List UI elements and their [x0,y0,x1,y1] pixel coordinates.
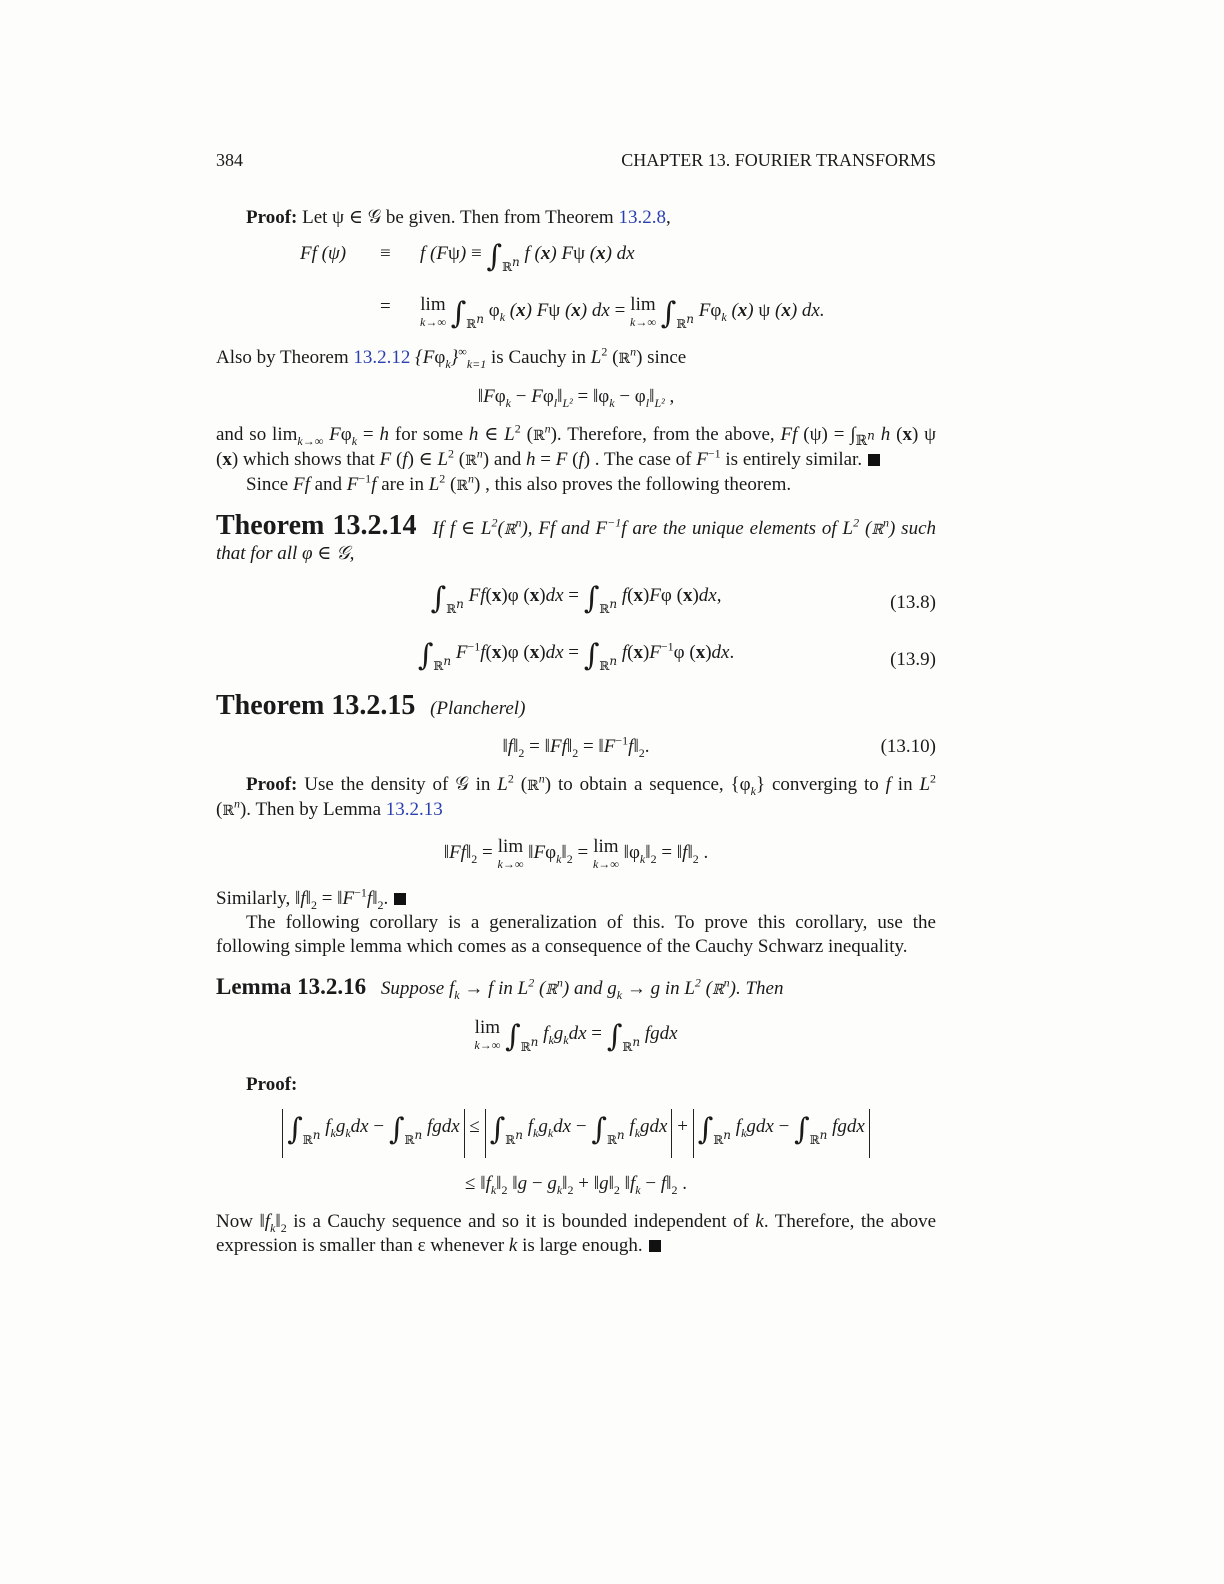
qed-square [394,893,406,905]
theorem-label: Theorem 13.2.15 [216,690,416,721]
paragraph-1-text: Also by Theorem [216,347,349,368]
ref-link-13-2-13[interactable]: 13.2.13 [385,799,443,820]
equation-13-8: $\int_{ℝ^n}$ Ff(x)φ $(x)dx = \int_{ℝ^n}$ f(x)Fφ (x)dx, (13.8) [430,581,936,616]
theorem-name: (Plancherel) [430,698,526,719]
triangle-inequality: $\int_{ℝ^n}$ $f_kg_kdx - \int_{ℝ^n}$ fgdx ≤ $\int_{ℝ^n}$ $f_kg_kdx - \int_{ℝ^n}$ $f_kgdx + \int_{ℝ^n}$ $f_kgdx - \int_{ℝ^n}$ fgdx [216,1109,936,1158]
cauchy-schwarz-bound: ≤ $‖f_k‖_2$ ‖g − $g_k‖_2$ + $‖g‖_2$ $‖f_k$ − $f‖_2$ . [465,1173,687,1197]
running-header [216,148,936,172]
paragraph-1: Also by Theorem 13.2.12 $\{F\varphi_k\}^\infty_{k=1}$ is Cauchy in $L^2$ (ℝ$^n$) since [216,344,687,371]
proof-label: Proof: [246,774,298,795]
equation-number: (13.9) [890,648,936,670]
qed-square [649,1240,661,1252]
paragraph-4: Similarly, $‖f‖_2$ = $‖F^{-1}f‖_2$. [216,887,936,911]
theorem-label: Theorem 13.2.14 [216,510,417,541]
paragraph-5: The following corollary is a generalization of this. To prove this corollary, use the following simple lemma which comes as a consequence of the Cauchy Schwarz inequality. [216,912,936,957]
proof-text-end: , [665,207,671,228]
paragraph-3: Since Ff and $F^{-1}f$ are in $L^2$ (ℝ$^n$) , this also proves the following theorem. [246,471,792,495]
qed-square [868,454,880,466]
page [216,148,936,1258]
paragraph-6: Now $‖f_k‖_2$ is a Cauchy sequence and so it is bounded independent of k. Therefore, the above expression is smaller than ε whenever k is large enough. [216,1211,936,1256]
ref-link-13-2-12[interactable]: 13.2.12 [353,347,411,368]
paragraph-2: and so $\lim_{k\to\infty} F\varphi_k = h$ for some h ∈ $L^2$ (ℝ$^n$). Therefore, from the above, Ff $(\psi) = \int_{ℝ^n}$ h (x) ψ (x) which shows that F (f) ∈ $L^2$ (ℝ$^n$) and h = F (f) . The case of $F^{-1}$ is entirely similar. [216,421,937,470]
cauchy-equation: $‖F\varphi_k$ − $F\varphi_l‖_{L^2}$ = $‖\varphi_k$ − $\varphi_l‖_{L^2}$ , [477,386,675,410]
lemma-limit-equation: lim k→∞ $\int_{ℝ^n}$ $f_kg_kdx = \int_{ℝ^n}$ fgdx [474,1017,678,1054]
theorem-13-2-14: Theorem 13.2.14 If f ∈ $L^2(ℝ^n)$, Ff and $F^{-1}f$ are the unique elements of $L^2$ (ℝ$^n$) such that for all φ ∈ 𝒢, [216,510,937,564]
page-number: 384 [216,150,243,170]
equation-block-1: Ff (ψ) ≡ f $(F\psi) \equiv \int_{ℝ^n}$ f (x) Fψ (x) dx = lim k→∞ $\int_{ℝ^n}$ $\varphi_k$ (x) Fψ (x) dx = lim k→∞ $\int_{ℝ^n}$ $F\varphi_k$ (x) ψ (x) dx. [300,239,825,331]
chapter-title: CHAPTER 13. FOURIER TRANSFORMS [621,150,936,170]
equation-13-9: $\int_{ℝ^n}$ $F^{-1}f(x)\varphi$ $(x)dx = \int_{ℝ^n}$ $f(x)F^{-1}\varphi$ (x)dx. (13.9) [417,638,936,673]
proof-label: Proof: [246,1074,298,1095]
proof-paragraph-2: Proof: Use the density of 𝒢 in $L^2$ (ℝ$^n$) to obtain a sequence, $\{\varphi_k\}$ converging to f in $L^2$ (ℝ$^n$). Then by Lemma 13.2.13 [216,771,937,820]
equation-13-10: $‖f‖_2$ = $‖Ff‖_2$ = $‖F^{-1}f‖_2$. (13.10) [502,733,936,760]
proof-paragraph-3 [216,1073,936,1097]
plancherel-limit-equation: $‖Ff‖_2$ = lim k→∞ $‖F\varphi_k‖_2$ = lim k→∞ $‖\varphi_k‖_2$ = $‖f‖_2$ . [443,836,709,871]
proof-text: Let ψ ∈ 𝒢 be given. Then from Theorem [302,207,614,228]
lemma-13-2-16: Lemma 13.2.16 Suppose $f_k \to f$ in $L^2$ (ℝ$^n$) and $g_k \to g$ in $L^2$ (ℝ$^n$). Then [216,974,784,1002]
ref-link-13-2-8[interactable]: 13.2.8 [618,207,666,228]
proof-paragraph-1 [216,206,936,230]
lemma-label: Lemma 13.2.16 [216,974,367,999]
proof-label: Proof: [246,207,298,228]
theorem-13-2-15 [216,690,936,721]
equation-number: (13.10) [880,736,936,757]
equation-number: (13.8) [890,591,936,613]
